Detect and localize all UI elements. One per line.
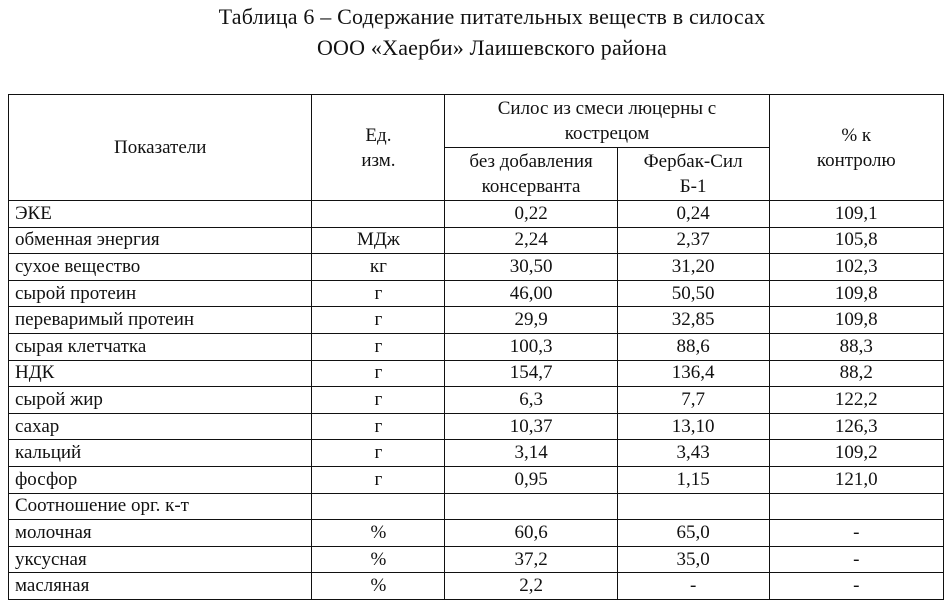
row-control: 0,95: [445, 466, 617, 493]
header-unit-line1: Ед.: [365, 124, 392, 146]
row-name: обменная энергия: [9, 227, 312, 254]
row-fermbak: 13,10: [617, 413, 769, 440]
header-unit-line2: изм.: [361, 149, 396, 171]
header-silage-line2: кострецом: [564, 123, 650, 144]
row-percent: [769, 493, 943, 520]
row-control: 154,7: [445, 360, 617, 387]
header-indicators-text: Показатели: [114, 137, 207, 158]
row-name: кальций: [9, 440, 312, 467]
row-name: НДК: [9, 360, 312, 387]
table-row: [9, 360, 944, 387]
row-unit: %: [312, 573, 445, 600]
table-row: [9, 546, 944, 573]
row-name: ЭКЕ: [9, 201, 312, 228]
row-unit: г: [312, 440, 445, 467]
table-caption-line1: Таблица 6 – Содержание питательных веществ в силосах: [218, 4, 766, 29]
row-percent: 109,2: [769, 440, 943, 467]
row-control: [445, 493, 617, 520]
header-fermbak: [617, 148, 769, 201]
row-name: уксусная: [9, 546, 312, 573]
row-unit: г: [312, 360, 445, 387]
row-unit: г: [312, 280, 445, 307]
row-unit: г: [312, 333, 445, 360]
table-row: [9, 466, 944, 493]
row-control: 2,2: [445, 573, 617, 600]
row-unit: г: [312, 466, 445, 493]
row-fermbak: 65,0: [617, 520, 769, 547]
table-row: [9, 333, 944, 360]
row-unit: кг: [312, 254, 445, 281]
row-unit: МДж: [312, 227, 445, 254]
row-control: 60,6: [445, 520, 617, 547]
table-row: [9, 573, 944, 600]
row-control: 3,14: [445, 440, 617, 467]
row-name: сухое вещество: [9, 254, 312, 281]
row-name: молочная: [9, 520, 312, 547]
row-fermbak: 32,85: [617, 307, 769, 334]
row-percent: -: [769, 546, 943, 573]
row-percent: -: [769, 520, 943, 547]
row-control: 100,3: [445, 333, 617, 360]
row-control: 10,37: [445, 413, 617, 440]
header-percent-line2: контролю: [816, 149, 896, 171]
table-row: [9, 413, 944, 440]
row-fermbak: 88,6: [617, 333, 769, 360]
row-percent: 102,3: [769, 254, 943, 281]
header-indicators: [9, 95, 312, 201]
header-fermbak-line1: Фербак-Сил: [643, 151, 743, 172]
header-no-additive: [445, 148, 617, 201]
table-row: [9, 307, 944, 334]
header-silage-group: [445, 95, 769, 148]
row-fermbak: 0,24: [617, 201, 769, 228]
row-fermbak: 50,50: [617, 280, 769, 307]
row-name: Соотношение орг. к-т: [9, 493, 312, 520]
header-row-1: [9, 95, 944, 148]
table-row: [9, 254, 944, 281]
row-fermbak: -: [617, 573, 769, 600]
row-fermbak: 136,4: [617, 360, 769, 387]
table-caption-line2: ООО «Хаерби» Лаишевского района: [316, 35, 668, 60]
row-name: масляная: [9, 573, 312, 600]
header-no-additive-line1: без добавления: [469, 151, 593, 172]
row-fermbak: [617, 493, 769, 520]
table-row: [9, 201, 944, 228]
row-fermbak: 1,15: [617, 466, 769, 493]
row-percent: 121,0: [769, 466, 943, 493]
header-percent-line1: % к: [841, 124, 872, 146]
header-silage-line1: Силос из смеси люцерны с: [497, 98, 717, 119]
row-fermbak: 35,0: [617, 546, 769, 573]
row-percent: 122,2: [769, 387, 943, 414]
table-row: [9, 440, 944, 467]
row-percent: -: [769, 573, 943, 600]
row-control: 29,9: [445, 307, 617, 334]
row-fermbak: 31,20: [617, 254, 769, 281]
row-control: 37,2: [445, 546, 617, 573]
row-unit: г: [312, 413, 445, 440]
table-row: [9, 280, 944, 307]
header-unit: [312, 95, 445, 201]
row-unit: %: [312, 546, 445, 573]
row-fermbak: 2,37: [617, 227, 769, 254]
header-fermbak-line2: Б-1: [679, 176, 707, 197]
row-name: переваримый протеин: [9, 307, 312, 334]
row-name: сахар: [9, 413, 312, 440]
header-percent: [769, 95, 943, 201]
table-row: [9, 493, 944, 520]
row-percent: 109,1: [769, 201, 943, 228]
row-percent: 105,8: [769, 227, 943, 254]
table-row: [9, 227, 944, 254]
row-name: сырой жир: [9, 387, 312, 414]
row-unit: г: [312, 387, 445, 414]
row-name: фосфор: [9, 466, 312, 493]
row-control: 0,22: [445, 201, 617, 228]
row-control: 2,24: [445, 227, 617, 254]
row-unit: [312, 201, 445, 228]
row-fermbak: 7,7: [617, 387, 769, 414]
row-percent: 109,8: [769, 307, 943, 334]
nutrients-table: [8, 94, 944, 600]
row-percent: 109,8: [769, 280, 943, 307]
row-unit: [312, 493, 445, 520]
row-percent: 88,3: [769, 333, 943, 360]
table-row: [9, 520, 944, 547]
header-no-additive-line2: консерванта: [481, 176, 581, 197]
row-control: 46,00: [445, 280, 617, 307]
row-name: сырой протеин: [9, 280, 312, 307]
row-control: 30,50: [445, 254, 617, 281]
row-unit: %: [312, 520, 445, 547]
row-percent: 88,2: [769, 360, 943, 387]
row-percent: 126,3: [769, 413, 943, 440]
row-fermbak: 3,43: [617, 440, 769, 467]
table-row: [9, 387, 944, 414]
row-name: сырая клетчатка: [9, 333, 312, 360]
row-control: 6,3: [445, 387, 617, 414]
row-unit: г: [312, 307, 445, 334]
